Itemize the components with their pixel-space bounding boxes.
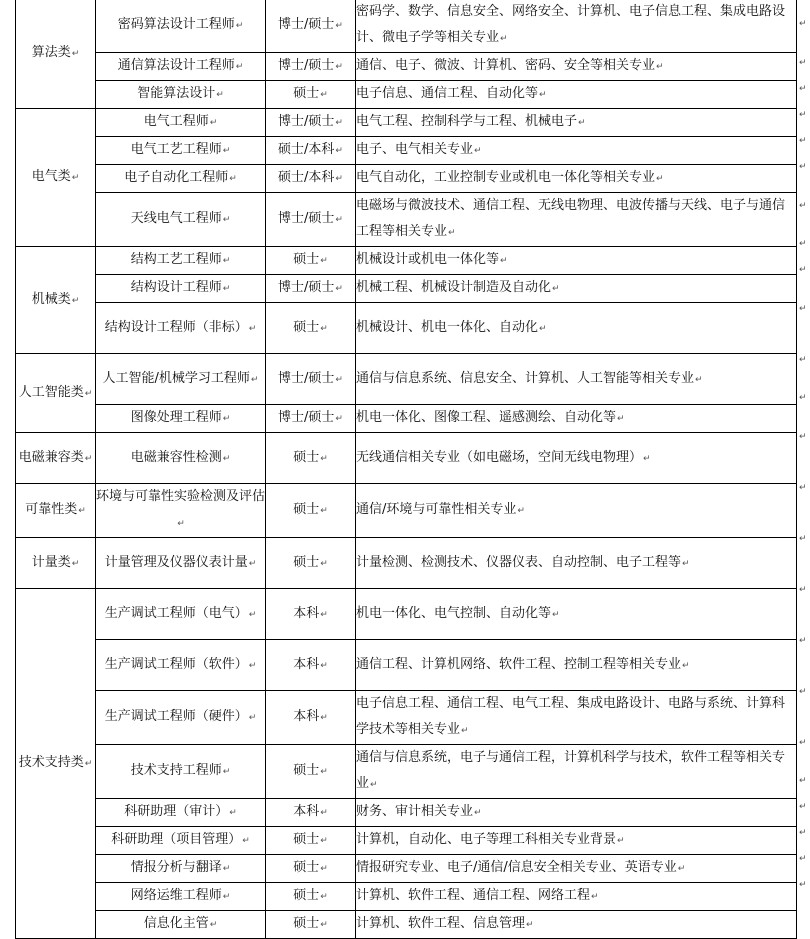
position-cell <box>96 0 266 53</box>
degree-cell-text: 硕士 <box>293 319 320 335</box>
position-cell-text: 电子自动化工程师 <box>124 170 229 185</box>
major-cell-text: 无线通信相关专业（如电磁场，空间无线电物理） <box>356 449 643 465</box>
degree-cell <box>266 745 356 799</box>
position-cell <box>96 855 266 883</box>
paragraph-mark-icon: ↵ <box>222 892 231 902</box>
major-cell-text: 机械设计或机电一体化等 <box>356 252 500 267</box>
row-end-mark-icon: ↵ <box>799 84 807 94</box>
degree-cell-text: 本科 <box>293 804 320 819</box>
degree-cell <box>266 109 356 137</box>
position-cell-text: 生产调试工程师（软件） <box>104 656 248 672</box>
major-cell <box>356 589 797 640</box>
major-cell-text: 电子、电气相关专业 <box>356 142 474 157</box>
table-row <box>16 165 797 193</box>
degree-cell <box>266 883 356 911</box>
position-cell-text: 结构工艺工程师 <box>130 252 222 267</box>
table-row <box>16 911 797 939</box>
degree-cell <box>266 165 356 193</box>
major-cell-text: 密码学、数学、信息安全、网络安全、计算机、电子信息工程、集成电路设计、微电子学等相关专业 <box>356 4 786 45</box>
paragraph-mark-icon: ↵ <box>335 146 343 156</box>
paragraph-mark-icon: ↵ <box>526 920 534 930</box>
paragraph-mark-icon: ↵ <box>71 49 80 59</box>
major-cell <box>356 109 797 137</box>
position-cell-text: 结构设计工程师 <box>130 280 222 295</box>
paragraph-mark-icon: ↵ <box>222 453 231 464</box>
position-cell <box>96 275 266 303</box>
category-cell-text: 算法类 <box>31 45 71 60</box>
major-cell <box>356 827 797 855</box>
paragraph-mark-icon: ↵ <box>320 660 328 671</box>
position-cell <box>96 589 266 640</box>
paragraph-mark-icon: ↵ <box>461 726 469 736</box>
row-end-mark-icon: ↵ <box>799 355 807 365</box>
paragraph-mark-icon: ↵ <box>656 174 664 184</box>
major-cell <box>356 275 797 303</box>
degree-cell <box>266 137 356 165</box>
major-cell <box>356 193 797 247</box>
major-cell-text: 电子信息、通信工程、自动化等 <box>356 86 539 101</box>
paragraph-mark-icon: ↵ <box>320 836 328 846</box>
table-row <box>16 0 797 53</box>
paragraph-mark-icon: ↵ <box>71 173 80 183</box>
position-cell-text: 密码算法设计工程师 <box>117 17 235 32</box>
table-row <box>16 484 797 538</box>
degree-cell-text: 本科 <box>293 709 320 724</box>
degree-cell-text: 硕士 <box>293 888 320 903</box>
paragraph-mark-icon: ↵ <box>222 284 231 294</box>
position-cell <box>96 691 266 745</box>
major-cell-text: 机电一体化、电气控制、自动化等 <box>356 605 552 621</box>
paragraph-mark-icon: ↵ <box>335 174 343 184</box>
paragraph-mark-icon: ↵ <box>695 374 703 385</box>
row-end-mark-icon: ↵ <box>799 265 807 275</box>
degree-cell-text: 博士/硕士 <box>278 114 335 129</box>
paragraph-mark-icon: ↵ <box>335 62 343 72</box>
position-cell <box>96 538 266 589</box>
degree-cell-text: 本科 <box>293 656 320 672</box>
degree-cell <box>266 354 356 405</box>
position-cell <box>96 137 266 165</box>
degree-cell-text: 硕士/本科 <box>278 170 335 185</box>
row-end-mark-icon: ↵ <box>799 776 807 786</box>
major-cell-text: 机电一体化、图像工程、遥感测绘、自动化等 <box>356 410 617 425</box>
degree-cell <box>266 589 356 640</box>
degree-cell <box>266 911 356 939</box>
paragraph-mark-icon: ↵ <box>335 215 343 225</box>
table-row <box>16 799 797 827</box>
position-cell-text: 生产调试工程师（硬件） <box>104 709 248 724</box>
paragraph-mark-icon: ↵ <box>84 759 93 769</box>
major-cell-text: 电气工程、控制科学与工程、机械电子 <box>356 114 578 129</box>
category-cell <box>16 0 96 109</box>
paragraph-mark-icon: ↵ <box>248 660 257 671</box>
degree-cell <box>266 405 356 433</box>
category-cell-text: 技术支持类 <box>18 755 84 770</box>
table-row <box>16 433 797 484</box>
table-row <box>16 405 797 433</box>
degree-cell-text: 硕士/本科 <box>278 142 335 157</box>
position-cell-text: 科研助理（审计） <box>124 804 229 819</box>
paragraph-mark-icon: ↵ <box>335 284 343 294</box>
position-cell <box>96 799 266 827</box>
category-cell-text: 人工智能类 <box>18 384 84 400</box>
paragraph-mark-icon: ↵ <box>320 558 328 569</box>
major-cell <box>356 538 797 589</box>
major-cell-text: 通信与信息系统、信息安全、计算机、人工智能等相关专业 <box>356 370 695 386</box>
paragraph-mark-icon: ↵ <box>448 228 456 238</box>
row-end-mark-icon: ↵ <box>799 136 807 146</box>
degree-cell-text: 硕士 <box>293 763 320 778</box>
row-end-mark-icon: ↵ <box>799 854 807 864</box>
major-cell <box>356 81 797 109</box>
paragraph-mark-icon: ↵ <box>320 808 328 818</box>
major-cell-text: 财务、审计相关专业 <box>356 804 474 819</box>
degree-cell <box>266 275 356 303</box>
position-cell <box>96 640 266 691</box>
degree-cell <box>266 53 356 81</box>
degree-cell <box>266 855 356 883</box>
row-end-mark-icon: ↵ <box>799 201 807 211</box>
table-row <box>16 303 797 354</box>
category-cell <box>16 433 96 484</box>
position-cell <box>96 433 266 484</box>
row-end-mark-icon: ↵ <box>799 162 807 172</box>
paragraph-mark-icon: ↵ <box>617 836 625 846</box>
major-cell <box>356 53 797 81</box>
paragraph-mark-icon: ↵ <box>643 453 651 464</box>
major-cell-text: 通信、电子、微波、计算机、密码、安全等相关专业 <box>356 58 656 73</box>
table-row <box>16 745 797 799</box>
table-row <box>16 589 797 640</box>
table-row <box>16 640 797 691</box>
degree-cell-text: 硕士 <box>293 449 320 465</box>
paragraph-mark-icon: ↵ <box>209 118 218 128</box>
major-cell <box>356 433 797 484</box>
paragraph-mark-icon: ↵ <box>177 519 185 529</box>
position-cell <box>96 911 266 939</box>
row-end-mark-icon: ↵ <box>799 585 807 595</box>
position-cell <box>96 827 266 855</box>
paragraph-mark-icon: ↵ <box>552 284 560 294</box>
paragraph-mark-icon: ↵ <box>370 780 378 790</box>
position-cell <box>96 109 266 137</box>
row-end-mark-icon: ↵ <box>799 432 807 442</box>
category-cell-text: 机械类 <box>31 291 71 307</box>
row-end-mark-icon: ↵ <box>799 880 807 890</box>
category-cell <box>16 247 96 354</box>
position-cell-text: 智能算法设计 <box>137 86 216 101</box>
major-cell-text: 机械设计、机电一体化、自动化 <box>356 319 539 335</box>
major-cell-text: 计算机，自动化、电子等理工科相关专业背景 <box>356 832 617 847</box>
paragraph-mark-icon: ↵ <box>578 118 586 128</box>
table-row <box>16 193 797 247</box>
degree-cell-text: 硕士 <box>293 916 320 931</box>
major-cell <box>356 0 797 53</box>
position-cell-text: 电气工艺工程师 <box>130 142 222 157</box>
paragraph-mark-icon: ↵ <box>248 713 257 723</box>
row-end-mark-icon: ↵ <box>799 828 807 838</box>
major-cell <box>356 247 797 275</box>
paragraph-mark-icon: ↵ <box>235 62 244 72</box>
paragraph-mark-icon: ↵ <box>229 174 237 184</box>
paragraph-mark-icon: ↵ <box>248 558 257 569</box>
position-cell-text: 计量管理及仪器仪表计量 <box>104 554 248 570</box>
degree-cell <box>266 433 356 484</box>
paragraph-mark-icon: ↵ <box>335 414 343 424</box>
degree-cell-text: 博士/硕士 <box>278 211 335 226</box>
degree-cell-text: 硕士 <box>293 554 320 570</box>
table-row <box>16 354 797 405</box>
table-row <box>16 275 797 303</box>
paragraph-mark-icon: ↵ <box>71 295 80 306</box>
paragraph-mark-icon: ↵ <box>248 609 257 620</box>
category-cell <box>16 589 96 939</box>
position-cell-text: 结构设计工程师（非标） <box>104 319 248 335</box>
degree-cell-text: 硕士 <box>293 252 320 267</box>
category-cell <box>16 354 96 433</box>
paragraph-mark-icon: ↵ <box>591 892 599 902</box>
row-end-mark-icon: ↵ <box>799 239 807 249</box>
major-cell <box>356 799 797 827</box>
major-cell-text: 电磁场与微波技术、通信工程、无线电物理、电波传播与天线、电子与通信工程等相关专业 <box>356 198 786 239</box>
row-end-mark-icon: ↵ <box>799 393 807 403</box>
degree-cell <box>266 247 356 275</box>
major-cell <box>356 745 797 799</box>
position-cell-text: 电气工程师 <box>143 114 209 129</box>
degree-cell <box>266 538 356 589</box>
paragraph-mark-icon: ↵ <box>250 374 259 385</box>
table-row <box>16 538 797 589</box>
paragraph-mark-icon: ↵ <box>209 920 218 930</box>
paragraph-mark-icon: ↵ <box>320 506 328 516</box>
major-cell-text: 情报研究专业、电子/通信/信息安全相关专业、英语专业 <box>356 860 677 875</box>
row-end-mark-icon: ↵ <box>799 304 807 314</box>
position-cell-text: 生产调试工程师（电气） <box>104 605 248 621</box>
position-cell <box>96 745 266 799</box>
paragraph-mark-icon: ↵ <box>216 90 224 100</box>
degree-cell <box>266 640 356 691</box>
position-cell-text: 情报分析与翻译 <box>130 860 222 875</box>
paragraph-mark-icon: ↵ <box>222 767 231 777</box>
major-cell <box>356 303 797 354</box>
position-cell-text: 信息化主管 <box>143 916 209 931</box>
major-cell-text: 电气自动化，工业控制专业或机电一体化等相关专业 <box>356 170 656 185</box>
paragraph-mark-icon: ↵ <box>242 836 250 846</box>
position-cell-text: 电磁兼容性检测 <box>130 449 222 465</box>
position-cell <box>96 53 266 81</box>
position-cell <box>96 883 266 911</box>
positions-table-body <box>16 0 797 939</box>
major-cell <box>356 484 797 538</box>
paragraph-mark-icon: ↵ <box>320 892 328 902</box>
major-cell <box>356 405 797 433</box>
major-cell <box>356 640 797 691</box>
paragraph-mark-icon: ↵ <box>474 146 482 156</box>
paragraph-mark-icon: ↵ <box>335 21 343 31</box>
row-end-mark-icon: ↵ <box>799 58 807 68</box>
paragraph-mark-icon: ↵ <box>320 609 328 620</box>
paragraph-mark-icon: ↵ <box>320 864 328 874</box>
row-end-mark-icon: ↵ <box>799 483 807 493</box>
position-cell <box>96 405 266 433</box>
paragraph-mark-icon: ↵ <box>222 256 231 266</box>
table-row <box>16 81 797 109</box>
paragraph-mark-icon: ↵ <box>71 558 80 569</box>
position-cell-text: 科研助理（项目管理） <box>111 832 242 847</box>
row-end-mark-icon: ↵ <box>799 802 807 812</box>
table-row <box>16 691 797 745</box>
row-end-mark-icon: ↵ <box>799 636 807 646</box>
paragraph-mark-icon: ↵ <box>656 62 664 72</box>
table-row <box>16 109 797 137</box>
paragraph-mark-icon: ↵ <box>539 323 547 334</box>
table-row <box>16 855 797 883</box>
major-cell-text: 通信工程、计算机网络、软件工程、控制工程等相关专业 <box>356 656 682 672</box>
paragraph-mark-icon: ↵ <box>335 374 343 385</box>
position-cell-text: 通信算法设计工程师 <box>117 58 235 73</box>
paragraph-mark-icon: ↵ <box>320 713 328 723</box>
paragraph-mark-icon: ↵ <box>84 453 93 464</box>
major-cell <box>356 911 797 939</box>
degree-cell-text: 硕士 <box>293 86 320 101</box>
table-row <box>16 137 797 165</box>
degree-cell-text: 本科 <box>293 605 320 621</box>
paragraph-mark-icon: ↵ <box>335 118 343 128</box>
paragraph-mark-icon: ↵ <box>320 90 328 100</box>
category-cell <box>16 484 96 538</box>
position-cell <box>96 354 266 405</box>
degree-cell <box>266 0 356 53</box>
position-cell-text: 天线电气工程师 <box>130 211 222 226</box>
category-cell-text: 电磁兼容类 <box>18 449 84 465</box>
degree-cell-text: 博士/硕士 <box>278 410 335 425</box>
position-cell-text: 网络运维工程师 <box>130 888 222 903</box>
row-end-mark-icon: ↵ <box>799 110 807 120</box>
position-cell-text: 技术支持工程师 <box>130 763 222 778</box>
position-cell <box>96 165 266 193</box>
table-row <box>16 247 797 275</box>
table-row <box>16 53 797 81</box>
category-cell <box>16 109 96 247</box>
degree-cell-text: 博士/硕士 <box>278 58 335 73</box>
positions-table <box>15 0 797 939</box>
position-cell-text: 图像处理工程师 <box>130 410 222 425</box>
row-end-mark-icon: ↵ <box>799 19 807 29</box>
paragraph-mark-icon: ↵ <box>229 808 237 818</box>
paragraph-mark-icon: ↵ <box>222 215 231 225</box>
degree-cell <box>266 303 356 354</box>
major-cell-text: 机械工程、机械设计制造及自动化 <box>356 280 552 295</box>
category-cell-text: 可靠性类 <box>25 502 78 517</box>
paragraph-mark-icon: ↵ <box>222 864 231 874</box>
degree-cell <box>266 799 356 827</box>
position-cell <box>96 81 266 109</box>
paragraph-mark-icon: ↵ <box>539 90 547 100</box>
row-end-mark-icon: ↵ <box>799 534 807 544</box>
paragraph-mark-icon: ↵ <box>617 414 625 424</box>
degree-cell-text: 博士/硕士 <box>278 17 335 32</box>
major-cell-text: 电子信息工程、通信工程、电气工程、集成电路设计、电路与系统、计算科学技术等相关专业 <box>356 696 786 737</box>
paragraph-mark-icon: ↵ <box>517 506 525 516</box>
paragraph-mark-icon: ↵ <box>78 506 86 516</box>
paragraph-mark-icon: ↵ <box>320 323 328 334</box>
paragraph-mark-icon: ↵ <box>84 388 93 399</box>
paragraph-mark-icon: ↵ <box>248 323 257 334</box>
position-cell <box>96 303 266 354</box>
paragraph-mark-icon: ↵ <box>474 808 482 818</box>
degree-cell <box>266 193 356 247</box>
category-cell <box>16 538 96 589</box>
degree-cell-text: 博士/硕士 <box>278 280 335 295</box>
position-cell-text: 环境与可靠性实验检测及评估 <box>96 489 266 504</box>
degree-cell <box>266 827 356 855</box>
row-end-mark-icon: ↵ <box>799 738 807 748</box>
degree-cell <box>266 81 356 109</box>
degree-cell-text: 博士/硕士 <box>278 370 335 386</box>
position-cell <box>96 484 266 538</box>
major-cell <box>356 137 797 165</box>
table-row <box>16 827 797 855</box>
paragraph-mark-icon: ↵ <box>682 660 690 671</box>
paragraph-mark-icon: ↵ <box>222 146 231 156</box>
degree-cell <box>266 691 356 745</box>
major-cell <box>356 855 797 883</box>
paragraph-mark-icon: ↵ <box>222 414 231 424</box>
position-cell-text: 人工智能/机械学习工程师 <box>102 370 250 386</box>
paragraph-mark-icon: ↵ <box>552 609 560 620</box>
paragraph-mark-icon: ↵ <box>500 256 508 266</box>
degree-cell-text: 硕士 <box>293 502 320 517</box>
paragraph-mark-icon: ↵ <box>320 920 328 930</box>
major-cell <box>356 165 797 193</box>
major-cell <box>356 691 797 745</box>
degree-cell-text: 硕士 <box>293 860 320 875</box>
major-cell-text: 计算机、软件工程、通信工程、网络工程 <box>356 888 591 903</box>
paragraph-mark-icon: ↵ <box>677 864 686 874</box>
major-cell-text: 计量检测、检测技术、仪器仪表、自动控制、电子工程等 <box>356 554 682 570</box>
major-cell-text: 通信/环境与可靠性相关专业 <box>356 502 517 517</box>
major-cell <box>356 354 797 405</box>
position-cell <box>96 193 266 247</box>
paragraph-mark-icon: ↵ <box>320 453 328 464</box>
paragraph-mark-icon: ↵ <box>235 21 244 31</box>
position-cell <box>96 247 266 275</box>
degree-cell <box>266 484 356 538</box>
paragraph-mark-icon: ↵ <box>320 767 328 777</box>
major-cell-text: 计算机、软件工程、信息管理 <box>356 916 526 931</box>
paragraph-mark-icon: ↵ <box>320 256 328 266</box>
table-row <box>16 883 797 911</box>
category-cell-text: 电气类 <box>31 169 71 184</box>
category-cell-text: 计量类 <box>31 554 71 570</box>
major-cell-text: 通信与信息系统，电子与通信工程，计算机科学与技术，软件工程等相关专业 <box>356 750 786 791</box>
degree-cell-text: 硕士 <box>293 832 320 847</box>
paragraph-mark-icon: ↵ <box>682 558 690 569</box>
row-end-mark-icon: ↵ <box>799 687 807 697</box>
major-cell <box>356 883 797 911</box>
paragraph-mark-icon: ↵ <box>500 34 508 44</box>
